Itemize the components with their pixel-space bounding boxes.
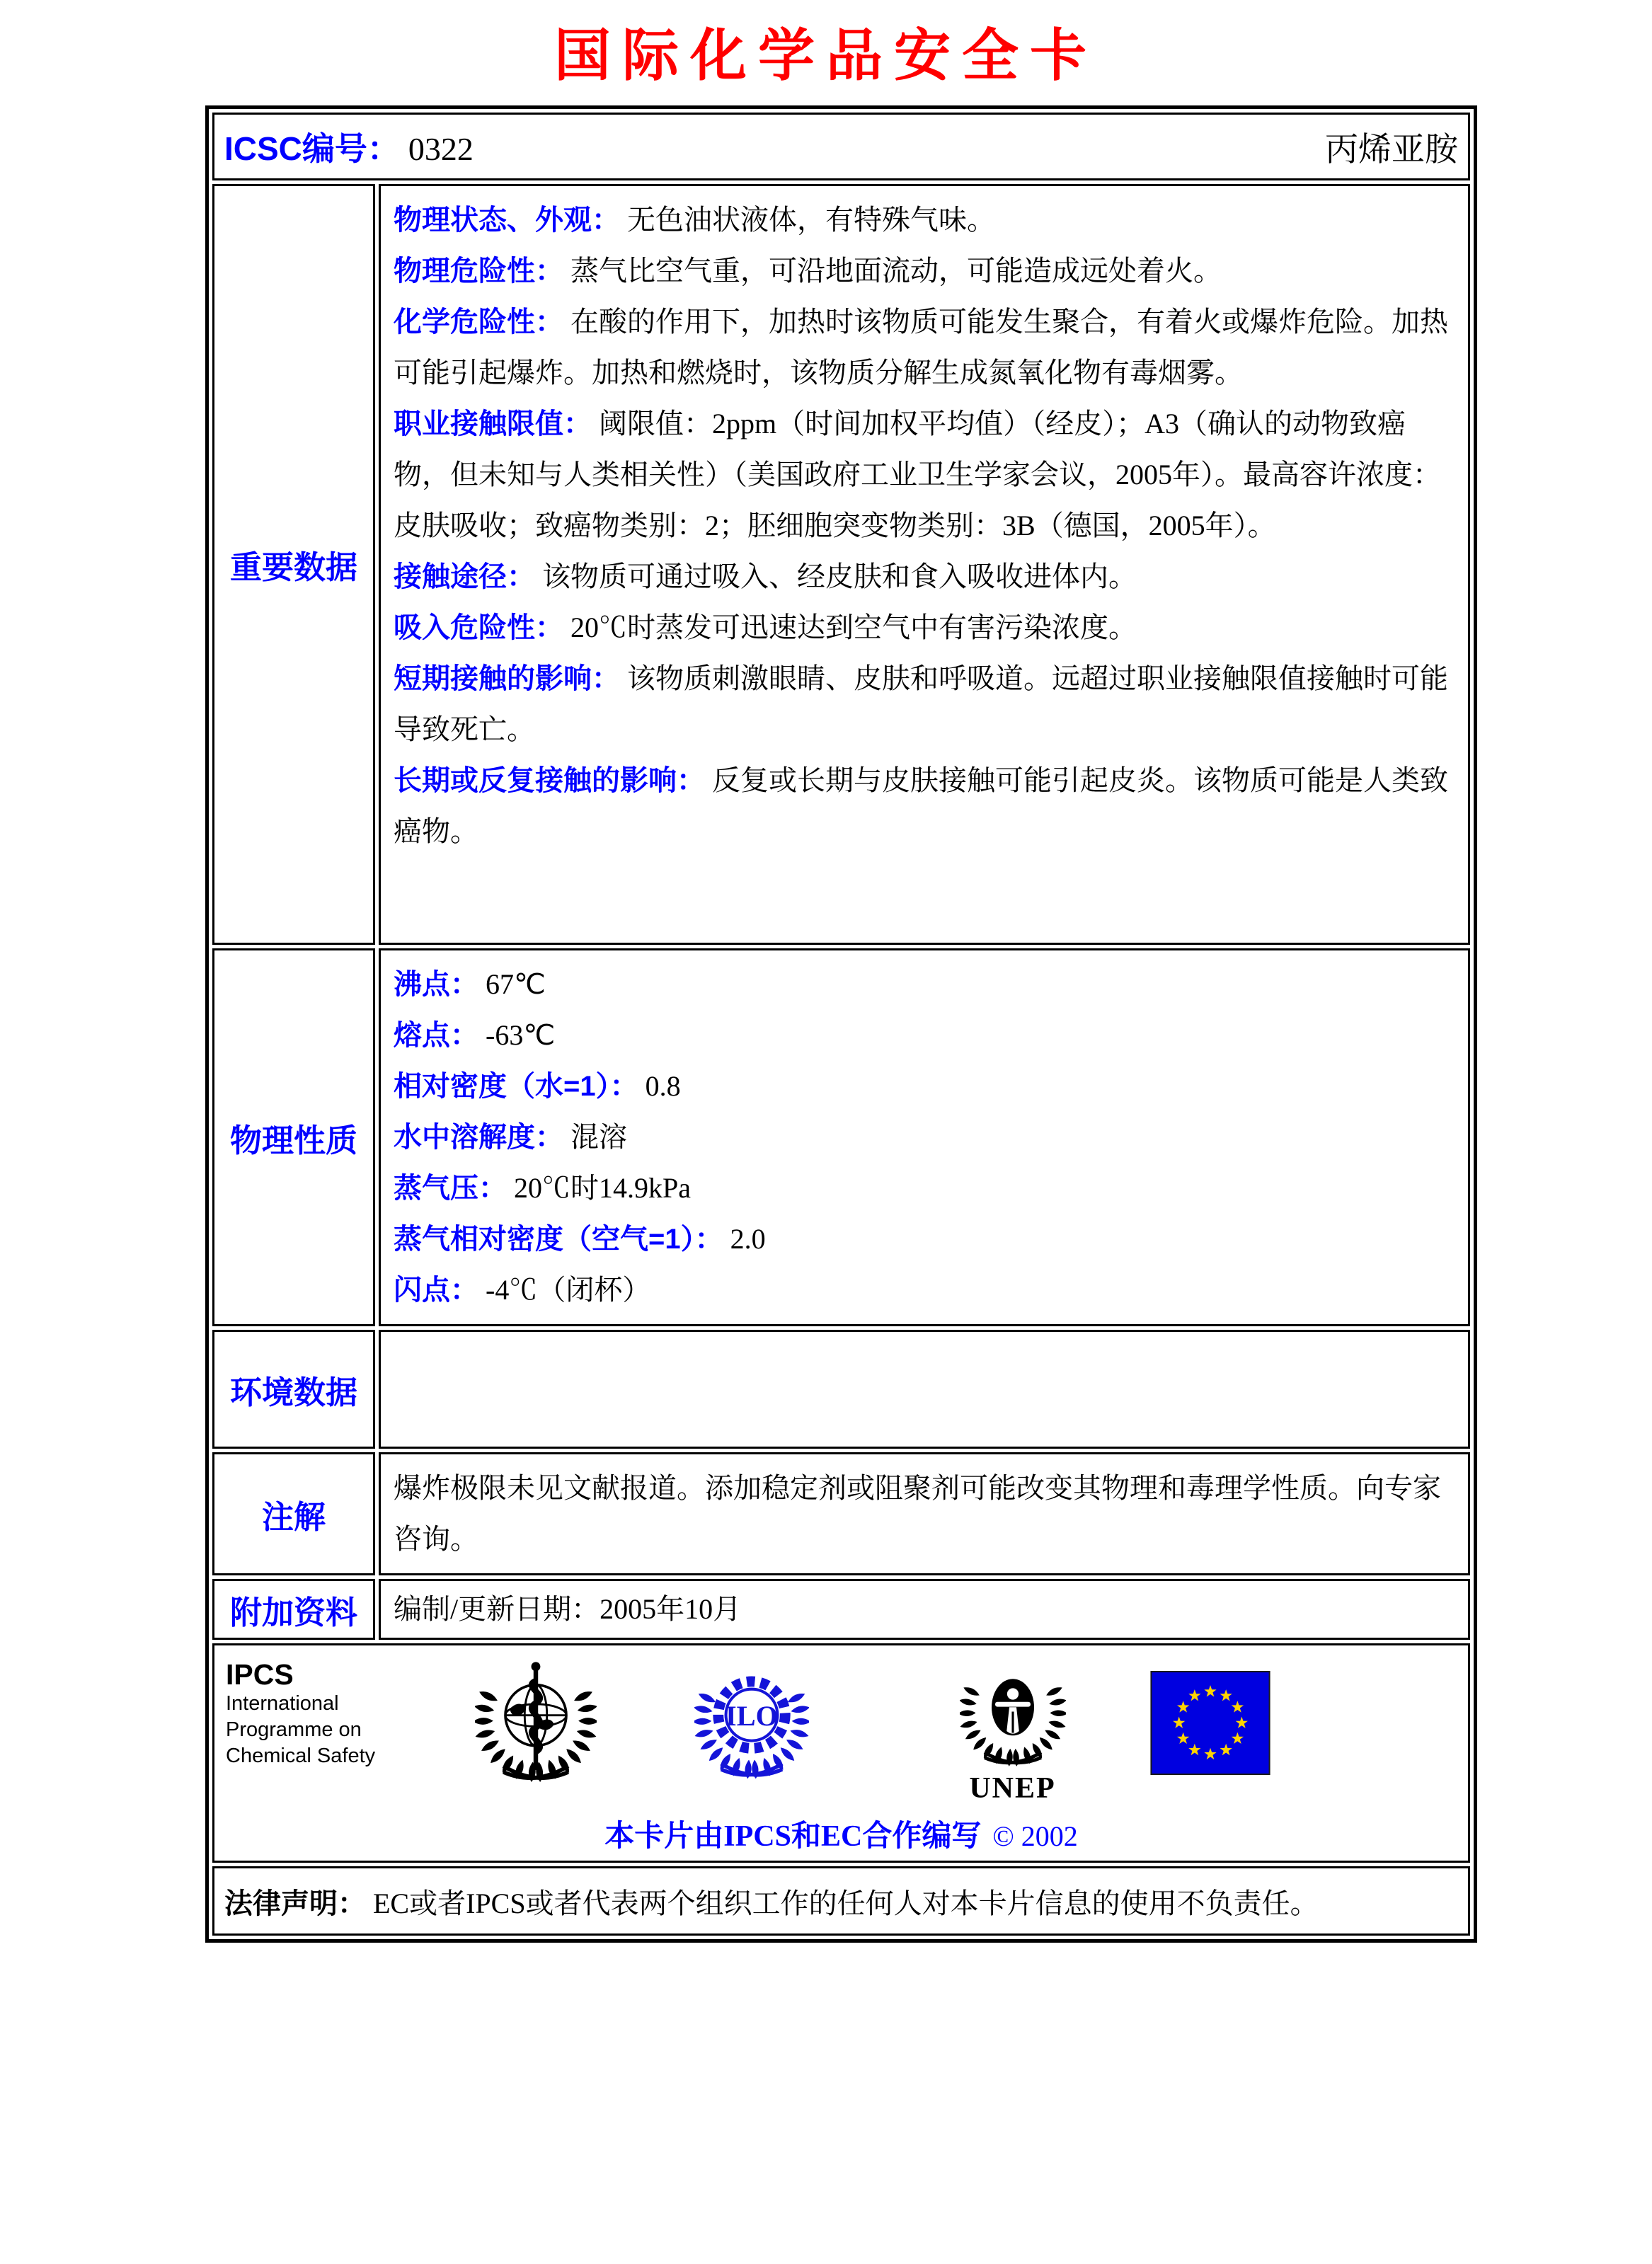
field-value: 无色油状液体，有特殊气味。	[627, 204, 995, 236]
important-data-row	[212, 184, 1470, 945]
chemical-name: 丙烯亚胺	[1325, 131, 1458, 168]
field-row	[394, 195, 1455, 246]
field-label: 长期或反复接触的影响：	[394, 765, 705, 796]
important-data-content	[379, 184, 1470, 945]
ipcs-line: Chemical Safety	[226, 1745, 376, 1767]
unep-logo-icon	[954, 1658, 1071, 1805]
field-label: 闪点：	[394, 1275, 478, 1306]
field-row	[394, 959, 1455, 1010]
eu-flag-icon	[1150, 1671, 1270, 1775]
section-label-physical-properties: 物理性质	[212, 948, 375, 1326]
ipcs-acronym: IPCS	[226, 1658, 294, 1691]
field-row	[394, 551, 1455, 602]
notes-row	[212, 1452, 1470, 1575]
unep-wordmark: UNEP	[969, 1772, 1056, 1805]
field-value: 20℃时14.9kPa	[514, 1172, 691, 1204]
environmental-data-content	[379, 1330, 1470, 1449]
copyright-year: © 2002	[992, 1820, 1078, 1852]
field-row	[394, 1112, 1455, 1163]
physical-properties-row	[212, 948, 1470, 1326]
icsc-number-label: ICSC编号：	[224, 130, 400, 167]
field-row	[394, 1265, 1455, 1316]
field-row	[394, 1010, 1455, 1061]
header-cell	[212, 113, 1470, 180]
field-value: 在酸的作用下，加热时该物质可能发生聚合，有着火或爆炸危险。加热可能引起爆炸。加热和燃烧时，该物质分解生成氮氧化物有毒烟雾。	[394, 306, 1448, 389]
legal-text: EC或者IPCS或者代表两个组织工作的任何人对本卡片信息的使用不负责任。	[373, 1887, 1319, 1919]
field-row	[394, 297, 1455, 398]
additional-info-content: 编制/更新日期：2005年10月	[379, 1579, 1470, 1640]
field-label: 职业接触限值：	[394, 408, 592, 439]
field-label: 短期接触的影响：	[394, 663, 620, 694]
field-label: 蒸气压：	[394, 1173, 507, 1204]
field-row	[394, 755, 1455, 857]
field-value: 混溶	[570, 1121, 627, 1153]
field-label: 蒸气相对密度（空气=1）：	[394, 1224, 723, 1255]
field-row	[394, 246, 1455, 297]
environmental-data-row	[212, 1330, 1470, 1449]
section-label-additional-info: 附加资料	[212, 1579, 375, 1640]
section-label-environmental-data: 环境数据	[212, 1330, 375, 1449]
field-value: 0.8	[645, 1070, 681, 1102]
field-label: 物理状态、外观：	[394, 205, 620, 236]
physical-properties-content	[379, 948, 1470, 1326]
field-value: 2.0	[730, 1223, 766, 1255]
field-label: 相对密度（水=1）：	[394, 1071, 638, 1102]
field-value: 67℃	[486, 968, 546, 1000]
icsc-card-table	[205, 105, 1477, 1943]
additional-info-row	[212, 1579, 1470, 1640]
ipcs-text-block	[226, 1658, 396, 1769]
copyright-text: 本卡片由IPCS和EC合作编写	[604, 1820, 982, 1853]
field-row	[394, 1163, 1455, 1214]
field-value: 该物质刺激眼睛、皮肤和呼吸道。远超过职业接触限值接触时可能导致死亡。	[394, 662, 1448, 745]
field-value: 蒸气比空气重，可沿地面流动，可能造成远处着火。	[570, 255, 1222, 287]
copyright-line	[214, 1812, 1468, 1855]
ipcs-line: Programme on	[226, 1718, 362, 1741]
field-row	[394, 398, 1455, 551]
field-value: -63℃	[486, 1019, 556, 1051]
field-row	[394, 1061, 1455, 1112]
field-row	[394, 653, 1455, 755]
ilo-logo-icon	[694, 1658, 809, 1793]
field-value: 该物质可通过吸入、经皮肤和食入吸收进体内。	[542, 561, 1137, 592]
legal-row	[212, 1866, 1470, 1936]
field-label: 接触途径：	[394, 561, 535, 592]
ipcs-line: International	[226, 1692, 339, 1715]
field-label: 化学危险性：	[394, 306, 563, 338]
field-value: 反复或长期与皮肤接触可能引起皮炎。该物质可能是人类致癌物。	[394, 764, 1448, 847]
field-value: 20℃时蒸发可迅速达到空气中有害污染浓度。	[570, 611, 1137, 643]
field-label: 水中溶解度：	[394, 1122, 563, 1153]
page-title: 国际化学品安全卡	[554, 25, 1098, 88]
field-label: 物理危险性：	[394, 255, 563, 287]
notes-content: 爆炸极限未见文献报道。添加稳定剂或阻聚剂可能改变其物理和毒理学性质。向专家咨询。	[379, 1452, 1470, 1575]
field-value: 阈限值：2ppm（时间加权平均值）（经皮）；A3（确认的动物致癌物，但未知与人类相关性）（美国政府工业卫生学家会议，2005年）。最高容许浓度：皮肤吸收；致癌物类别：2；胚细胞突变物类别：3B（德国，2005年）。	[394, 408, 1441, 541]
section-label-notes: 注解	[212, 1452, 375, 1575]
legal-label: 法律声明：	[224, 1887, 366, 1919]
legal-cell	[212, 1866, 1470, 1936]
field-label: 吸入危险性：	[394, 612, 563, 643]
field-row	[394, 602, 1455, 653]
field-value: -4℃（闭杯）	[486, 1274, 651, 1306]
icsc-number	[224, 123, 474, 170]
section-label-important-data: 重要数据	[212, 184, 375, 945]
ilo-monogram: ILO	[725, 1700, 779, 1732]
field-row	[394, 1214, 1455, 1265]
field-label: 沸点：	[394, 969, 478, 1000]
logos-cell	[212, 1643, 1470, 1863]
field-label: 熔点：	[394, 1020, 478, 1051]
icsc-number-value: 0322	[408, 131, 474, 167]
who-logo-icon	[475, 1658, 597, 1793]
logos-row	[212, 1643, 1470, 1863]
header-row	[212, 113, 1470, 180]
